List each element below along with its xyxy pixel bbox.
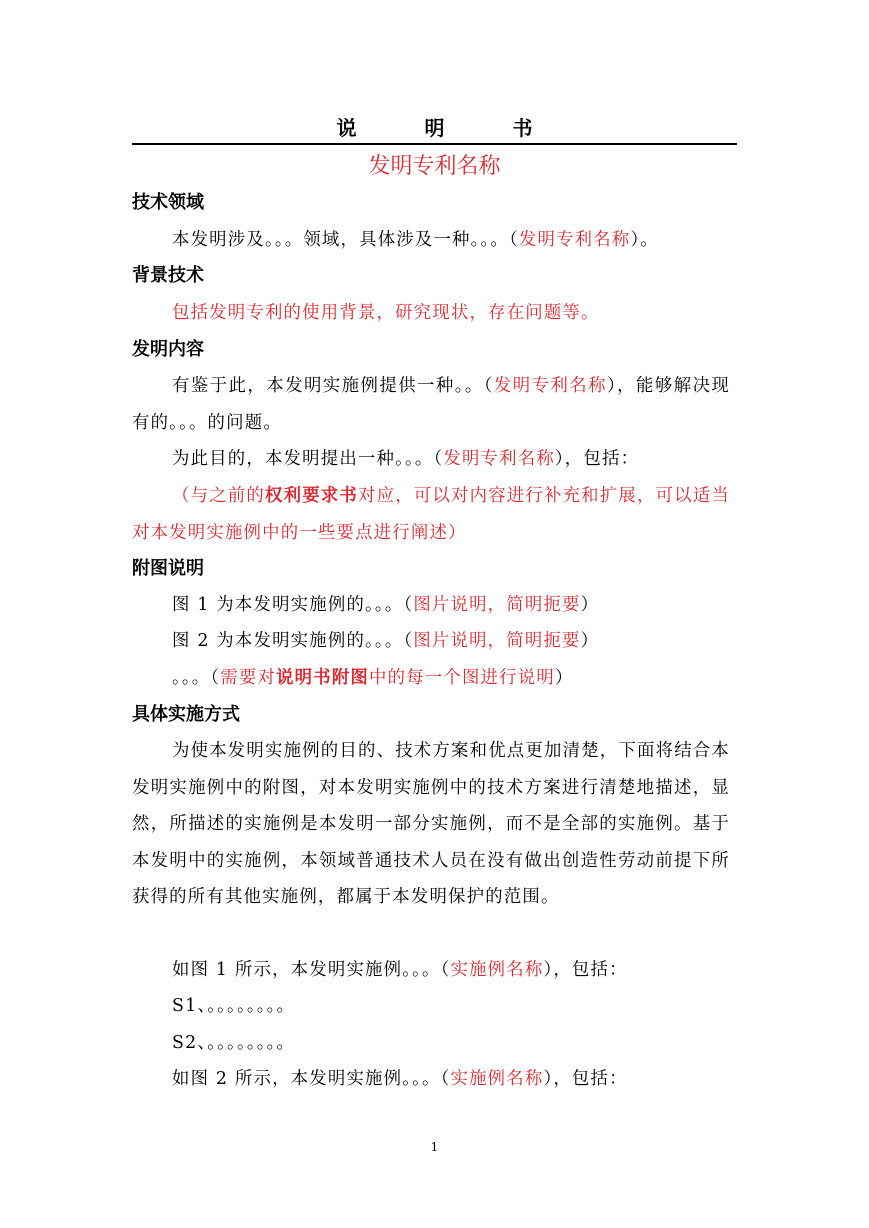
text-run: 如图 1 所示，本发明实施例。。。（ <box>172 960 451 980</box>
text-run: ），包括： <box>543 960 628 980</box>
bold-reference: 权利要求书 <box>265 486 358 506</box>
text-run: （与之前的 <box>172 486 265 506</box>
red-placeholder: 图片说明，简明扼要 <box>413 631 581 651</box>
header-rule <box>132 143 737 145</box>
step-s1: S1、。。。。。。。。 <box>172 996 296 1016</box>
red-placeholder: 发明专利名称 <box>493 376 608 396</box>
section-heading-figures: 附图说明 <box>132 558 204 579</box>
content-paragraph-2 <box>132 441 730 478</box>
text-run: 对应，可以对内容进行补充和扩展，可以适当对本发明实施例中的一些要点进行阐述） <box>132 486 730 543</box>
figures-paragraph-1 <box>132 587 730 624</box>
red-placeholder: 实施例名称 <box>450 1069 544 1089</box>
content-paragraph-1 <box>132 368 730 441</box>
section-heading-tech-field: 技术领域 <box>132 192 204 213</box>
text-run: 如图 2 所示，本发明实施例。。。（ <box>172 1069 451 1089</box>
text-run: 为此目的，本发明提出一种。。。（ <box>172 449 444 469</box>
figures-paragraph-2 <box>132 623 730 660</box>
text-run: ） <box>580 631 600 651</box>
bold-reference: 说明书附图 <box>276 668 370 688</box>
section-heading-background: 背景技术 <box>132 265 204 286</box>
red-placeholder: 需要对 <box>220 668 277 688</box>
embodiment-paragraph-3 <box>132 1061 730 1098</box>
content-paragraph-3 <box>132 478 730 551</box>
patent-title: 发明专利名称 <box>368 154 501 179</box>
step-s2: S2、。。。。。。。。 <box>172 1033 296 1053</box>
embodiment-paragraph-2 <box>132 952 730 989</box>
embodiment-paragraph-1: 为使本发明实施例的目的、技术方案和优点更加清楚，下面将结合本发明实施例中的附图，对本发明实施例中的技术方案进行清楚地描述，显然，所描述的实施例是本发明一部分实施例，而不是全部的实施例。基于本发明中的实施例，本领域普通技术人员在没有做出创造性劳动前提下所获得的所有其他实施例，都属于本发明保护的范围。 <box>132 741 730 907</box>
text-run: ），包括： <box>543 1069 628 1089</box>
text-run: 有鉴于此，本发明实施例提供一种。。（ <box>172 376 494 396</box>
red-placeholder: 发明专利名称 <box>443 449 555 469</box>
red-placeholder: 实施例名称 <box>450 960 544 980</box>
text-run: ），包括： <box>554 449 640 469</box>
text-run: 图 2 为本发明实施例的。。。（ <box>172 631 414 651</box>
section-heading-embodiment: 具体实施方式 <box>132 704 240 725</box>
text-run: 。。。（ <box>172 668 221 688</box>
red-placeholder: 发明专利名称 <box>518 230 631 250</box>
red-placeholder: 图片说明，简明扼要 <box>413 595 581 615</box>
page-number: 1 <box>430 1140 439 1154</box>
text-run: ） <box>554 668 574 688</box>
document-header: 说明书 <box>336 116 601 140</box>
tech-field-paragraph <box>132 222 730 259</box>
text-run: 图 1 为本发明实施例的。。。（ <box>172 595 414 615</box>
red-placeholder: 中的每一个图进行说明 <box>369 668 555 688</box>
background-paragraph: 包括发明专利的使用背景，研究现状，存在问题等。 <box>172 303 600 323</box>
text-run: ）。 <box>630 230 659 250</box>
text-run: ），能够解决现有的。。。的问题。 <box>132 376 731 433</box>
figures-paragraph-3 <box>132 660 730 697</box>
section-heading-content: 发明内容 <box>132 339 204 360</box>
text-run: 本发明涉及。。。领域，具体涉及一种。。。（ <box>172 230 519 250</box>
text-run: ） <box>580 595 600 615</box>
